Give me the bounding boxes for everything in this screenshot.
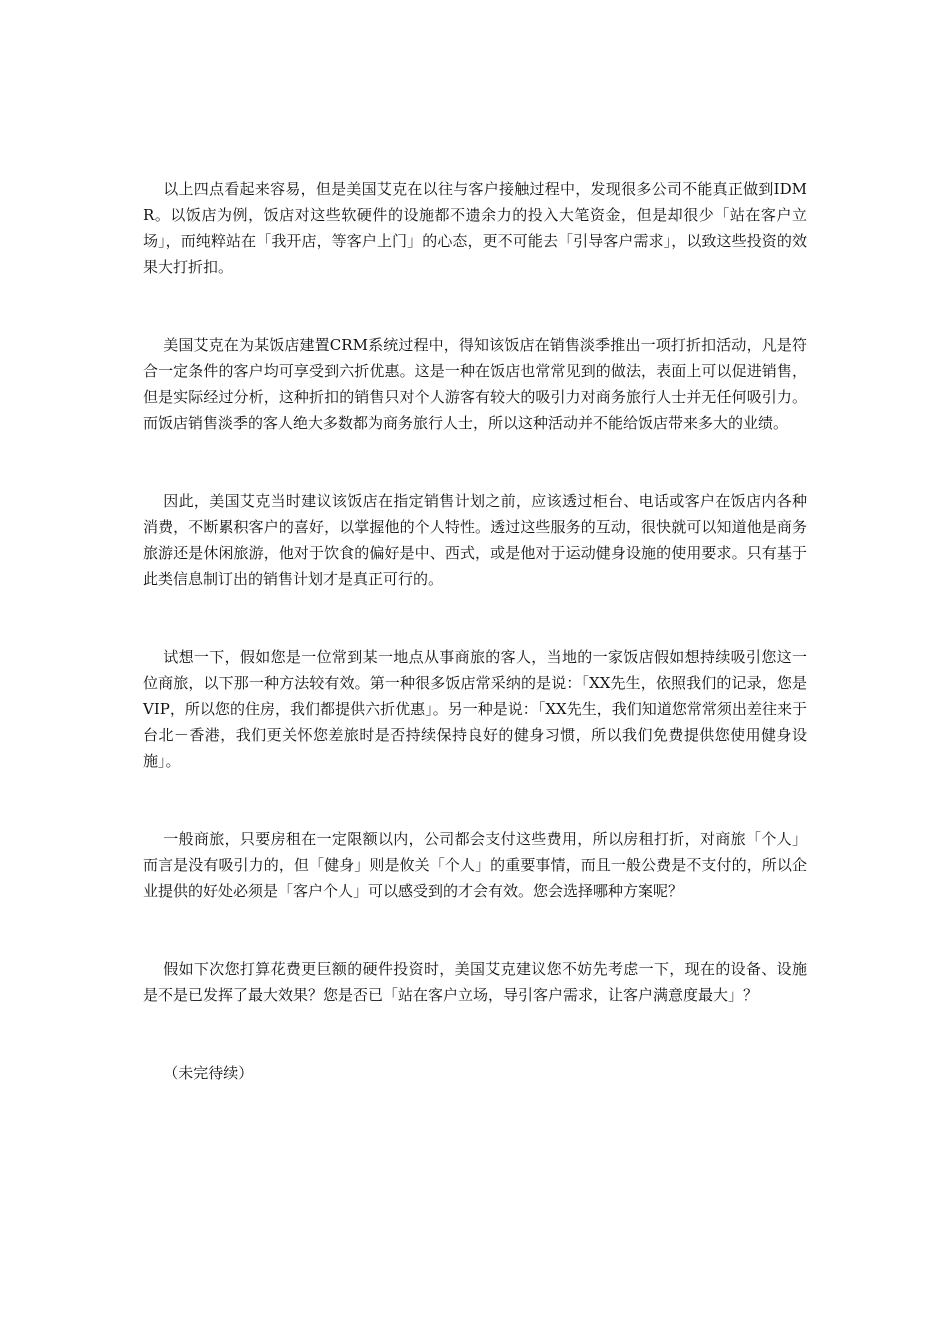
to-be-continued-note: （未完待续） (163, 1064, 254, 1082)
paragraph-business-travel: 一般商旅，只要房租在一定限额以内，公司都会支付这些费用，所以房租打折，对商旅「个人」而言是没有吸引力的，但「健身」则是攸关「个人」的重要事情，而且一般公费是不支付的，所以企业提供的好处必须是「客户个人」可以感受到的才会有效。您会选择哪种方案呢？ (143, 830, 807, 900)
article-body (143, 176, 807, 1086)
paragraph-recommendation: 因此，美国艾克当时建议该饭店在指定销售计划之前，应该透过柜台、电话或客户在饭店内各种消费，不断累积客户的喜好，以掌握他的个人特性。透过这些服务的互动，很快就可以知道他是商务旅游还是休闲旅游，他对于饮食的偏好是中、西式，或是他对于运动健身设施的使用要求。只有基于此类信息制订出的销售计划才是真正可行的。 (143, 492, 807, 588)
paragraph-crm-discount: 美国艾克在为某饭店建置CRM系统过程中，得知该饭店在销售淡季推出一项打折扣活动，凡是符合一定条件的客户均可享受到六折优惠。这是一种在饭店也常常见到的做法，表面上可以促进销售，但是实际经过分析，这种折扣的销售只对个人游客有较大的吸引力对商务旅行人士并无任何吸引力。而饭店销售淡季的客人绝大多数都为商务旅行人士，所以这种活动并不能给饭店带来多大的业绩。 (143, 336, 807, 432)
paragraph-investment: 假如下次您打算花费更巨额的硬件投资时，美国艾克建议您不妨先考虑一下，现在的设备、设施是不是已发挥了最大效果？您是否已「站在客户立场，导引客户需求，让客户满意度最大」？ (143, 960, 807, 1004)
paragraph-scenario: 试想一下，假如您是一位常到某一地点从事商旅的客人，当地的一家饭店假如想持续吸引您这一位商旅，以下那一种方法较有效。第一种很多饭店常采纳的是说：「XX先生，依照我们的记录，您是VIP，所以您的住房，我们都提供六折优惠」。另一种是说：「XX先生，我们知道您常常须出差往来于台北－香港，我们更关怀您差旅时是否持续保持良好的健身习惯，所以我们免费提供您使用健身设施」。 (143, 648, 807, 770)
paragraph-idmr: 以上四点看起来容易，但是美国艾克在以往与客户接触过程中，发现很多公司不能真正做到IDMR。以饭店为例，饭店对这些软硬件的设施都不遗余力的投入大笔资金，但是却很少「站在客户立场」，而纯粹站在「我开店，等客户上门」的心态，更不可能去「引导客户需求」，以致这些投资的效果大打折扣。 (143, 180, 807, 276)
